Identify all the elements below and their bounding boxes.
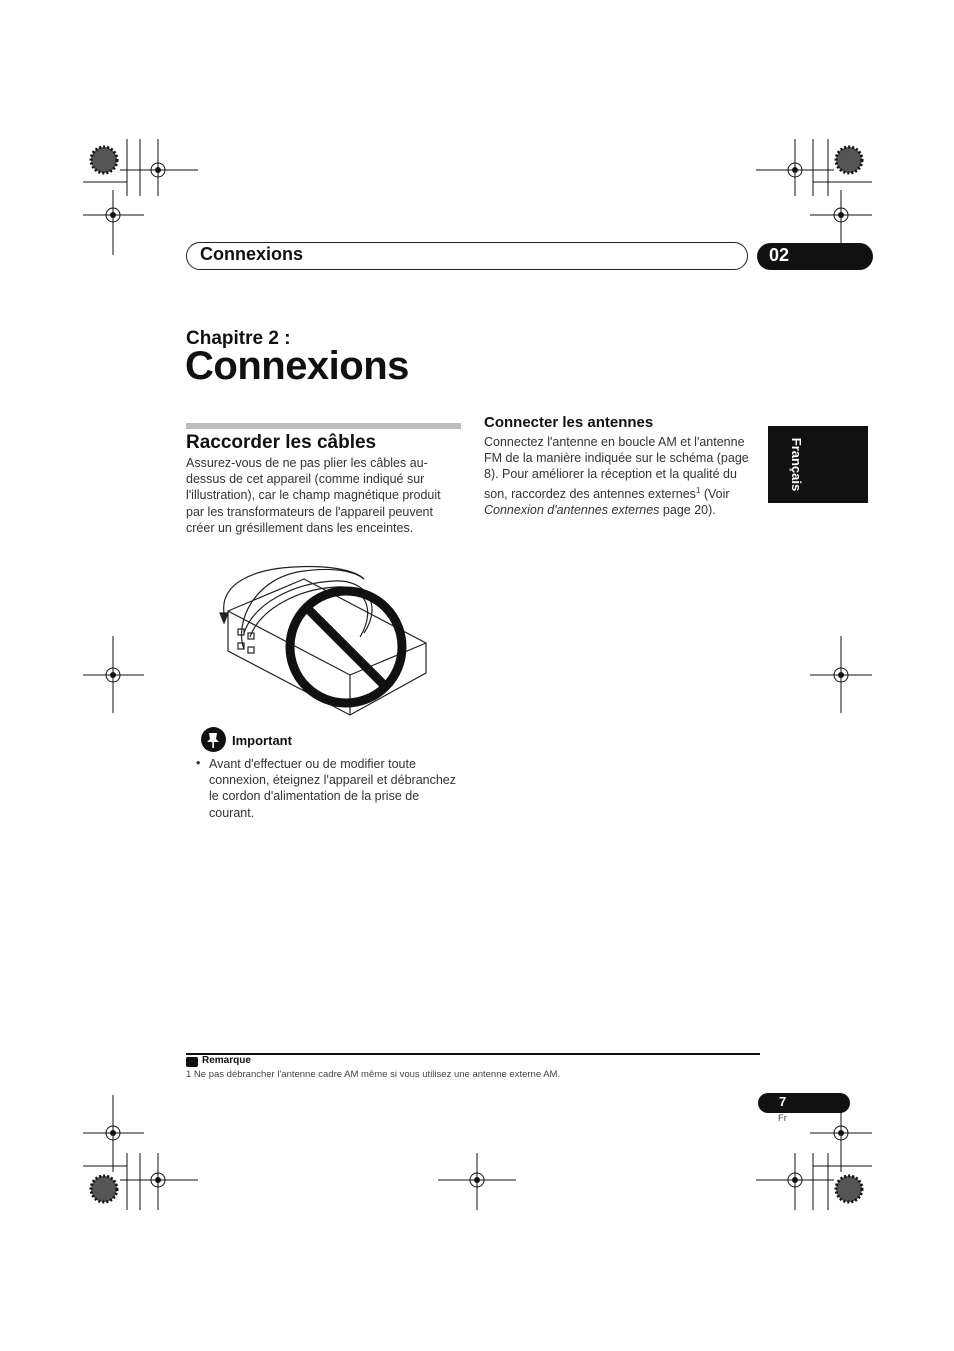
note-label: Remarque: [202, 1055, 251, 1066]
section-heading-cables: Raccorder les câbles: [186, 432, 377, 453]
prohibition-icon: [290, 591, 402, 703]
important-item: Avant d'effectuer ou de modifier toute connexion, éteignez l'appareil et débranchez le cordon d'alimentation de la prise de courant.: [209, 757, 457, 820]
note-text: 1 Ne pas débrancher l'antenne cadre AM même si vous utilisez une antenne externe AM.: [186, 1069, 561, 1080]
important-label: Important: [232, 733, 292, 748]
page-number: 7: [779, 1094, 787, 1109]
page-language: Fr: [778, 1113, 787, 1124]
chapter-number: 02: [769, 245, 790, 265]
cross-reference: Connexion d'antennes externes: [484, 502, 660, 517]
language-label: Français: [789, 437, 805, 492]
cable-illustration: [214, 563, 436, 719]
note-icon: [186, 1057, 198, 1067]
paragraph-cables: Assurez-vous de ne pas plier les câbles au-dessus de cet appareil (comme indiqué sur l'illustration), car le champ magnétique produit par les transformateurs de l'appareil peuvent créer un grésillement dans les enceintes.: [186, 456, 441, 535]
paragraph-antennas: [484, 434, 760, 518]
paragraph-antennas-end: page 20).: [659, 502, 716, 517]
note-divider: [186, 1053, 760, 1055]
section-heading-antennas: Connecter les antennes: [484, 414, 654, 431]
pushpin-icon: [201, 727, 226, 752]
chapter-label: Chapitre 2 :: [186, 328, 291, 349]
footnote-ref: 1: [695, 485, 701, 495]
header-section-title: Connexions: [200, 244, 304, 264]
paragraph-antennas-mid: (Voir: [700, 486, 730, 501]
section-bar: [186, 423, 461, 429]
page-title: Connexions: [185, 344, 409, 388]
paragraph-antennas-text: Connectez l'antenne en boucle AM et l'antenne FM de la manière indiquée sur le schéma (page 8). Pour améliorer la réception et la qualité du son, raccordez des antennes externes: [484, 435, 749, 501]
page-number-badge: [758, 1093, 850, 1113]
bullet-marker: •: [196, 756, 201, 770]
language-tab: [768, 426, 868, 503]
